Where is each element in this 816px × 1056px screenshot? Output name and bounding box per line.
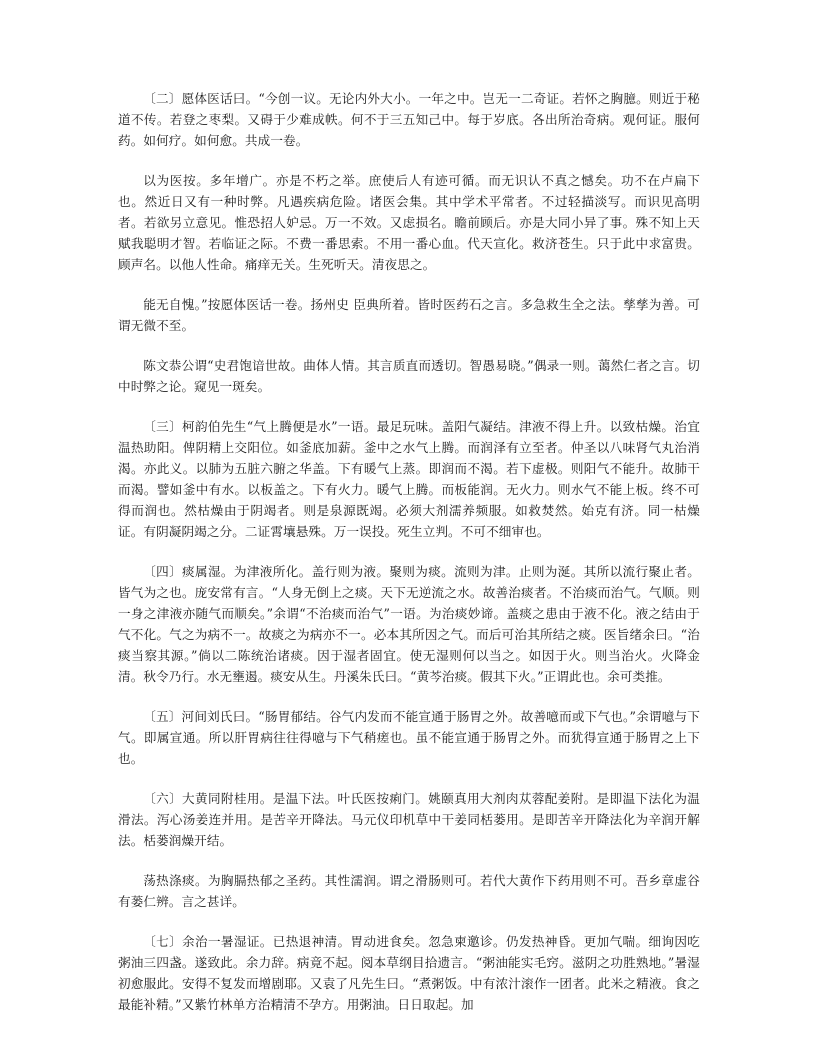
paragraph-8: 〔六〕大黄同附桂用。是温下法。叶氏医按痢门。姚颐真用大剂肉苁蓉配姜附。是即温下法化为温滑法。泻心汤姜连并用。是苦辛开降法。马元仪印机草中干姜同栝蒌用。是即苦辛开降法化为辛润开解法。栝蒌润燥开结。 xyxy=(118,791,700,848)
paragraph-3: 能无自愧。”按愿体医话一卷。扬州史 臣典所着。皆时医药石之言。多急救生全之法。孳孳为善。可谓无微不至。 xyxy=(118,297,700,333)
paragraph-4: 陈文恭公谓“史君饱谙世故。曲体人情。其言质直而透切。智愚易晓。”偶录一则。蔼然仁者之言。切中时弊之论。窥见一斑矣。 xyxy=(118,358,700,394)
paragraph-7: 〔五〕河间刘氏曰。“肠胃郁结。谷气内发而不能宣通于肠胃之外。故善噫而或下气也。”余谓噫与下气。即属宣通。所以肝胃病往往得噫与下气稍瘥也。虽不能宣通于肠胃之外。而犹得宣通于肠胃之上下也。 xyxy=(118,709,700,766)
paragraph-6: 〔四〕痰属湿。为津液所化。盖行则为液。聚则为痰。流则为津。止则为涎。其所以流行聚止者。皆气为之也。庞安常有言。“人身无倒上之痰。天下无逆流之水。故善治痰者。不治痰而治气。气顺。则一身之津液亦随气而顺矣。”余谓“不治痰而治气”一语。为治痰妙谛。盖痰之患由于液不化。液之结由于气不化。气之为病不一。故痰之为病亦不一。必本其所因之气。而后可治其所结之痰。医旨绪余曰。“治痰当察其源。”倘以二陈统治诸痰。因于湿者固宜。使无湿则何以当之。如因于火。则当治火。火降金清。秋令乃行。水无壅遏。痰安从生。丹溪朱氏曰。“黄芩治痰。假其下火。”正谓此也。余可类推。 xyxy=(118,564,700,684)
paragraph-1: 〔二〕愿体医话曰。“今创一议。无论内外大小。一年之中。岂无一二奇证。若怀之胸臆。则近于秘道不传。若登之枣梨。又碍于少难成帙。何不于三五知己中。每于岁底。各出所治奇病。观何证。服何药。如何疗。如何愈。共成一卷。 xyxy=(118,91,700,148)
paragraph-5: 〔三〕柯韵伯先生“气上腾便是水”一语。最足玩味。盖阳气凝结。津液不得上升。以致枯燥。治宜温热助阳。俾阴精上交阳位。如釜底加薪。釜中之水气上腾。而润泽有立至者。仲圣以八味肾气丸治消渴。亦此义。以肺为五脏六腑之华盖。下有暖气上蒸。即润而不渴。若下虚极。则阳气不能升。故肺干而渴。譬如釜中有水。以板盖之。下有火力。暖气上腾。而板能润。无火力。则水气不能上板。终不可得而润也。然枯燥由于阴竭者。则是泉源既竭。必须大剂濡养频服。如救焚然。始克有济。同一枯燥证。有阴凝阴竭之分。二证霄壤悬殊。万一误投。死生立判。不可不细审也。 xyxy=(118,419,700,539)
document-page xyxy=(118,88,700,1034)
paragraph-2: 以为医按。多年增广。亦是不朽之举。庶使后人有迹可循。而无识认不真之憾矣。功不在卢扁下也。然近日又有一种时弊。凡遇疾病危险。诸医会集。其中学术平常者。不过轻描淡写。而识见高明者。若欲另立意见。惟恐招人妒忌。万一不效。又虑损名。瞻前顾后。亦是大同小异了事。殊不知上天赋我聪明才智。若临证之际。不费一番思索。不用一番心血。代天宣化。救济苍生。只于此中求富贵。顾声名。以他人性命。痛痒无关。生死听天。清夜思之。 xyxy=(118,173,700,272)
paragraph-10: 〔七〕余治一暑湿证。已热退神清。胃动进食矣。忽急柬邀诊。仍发热神昏。更加气喘。细询因吃粥油三四盏。遂致此。余力辞。病竟不起。阅本草纲目拾遗言。“粥油能实毛窍。滋阴之功胜熟地。”暑湿初愈服此。安得不复发而增剧耶。又袁了凡先生曰。“煮粥饭。中有浓汁滚作一团者。此米之精液。食之最能补精。”又紫竹林单方治精清不孕方。用粥油。日日取起。加 xyxy=(118,934,700,1012)
paragraph-9: 荡热涤痰。为胸膈热郁之圣药。其性濡润。谓之滑肠则可。若代大黄作下药用则不可。吾乡章虚谷有蒌仁辨。言之甚详。 xyxy=(118,873,700,909)
